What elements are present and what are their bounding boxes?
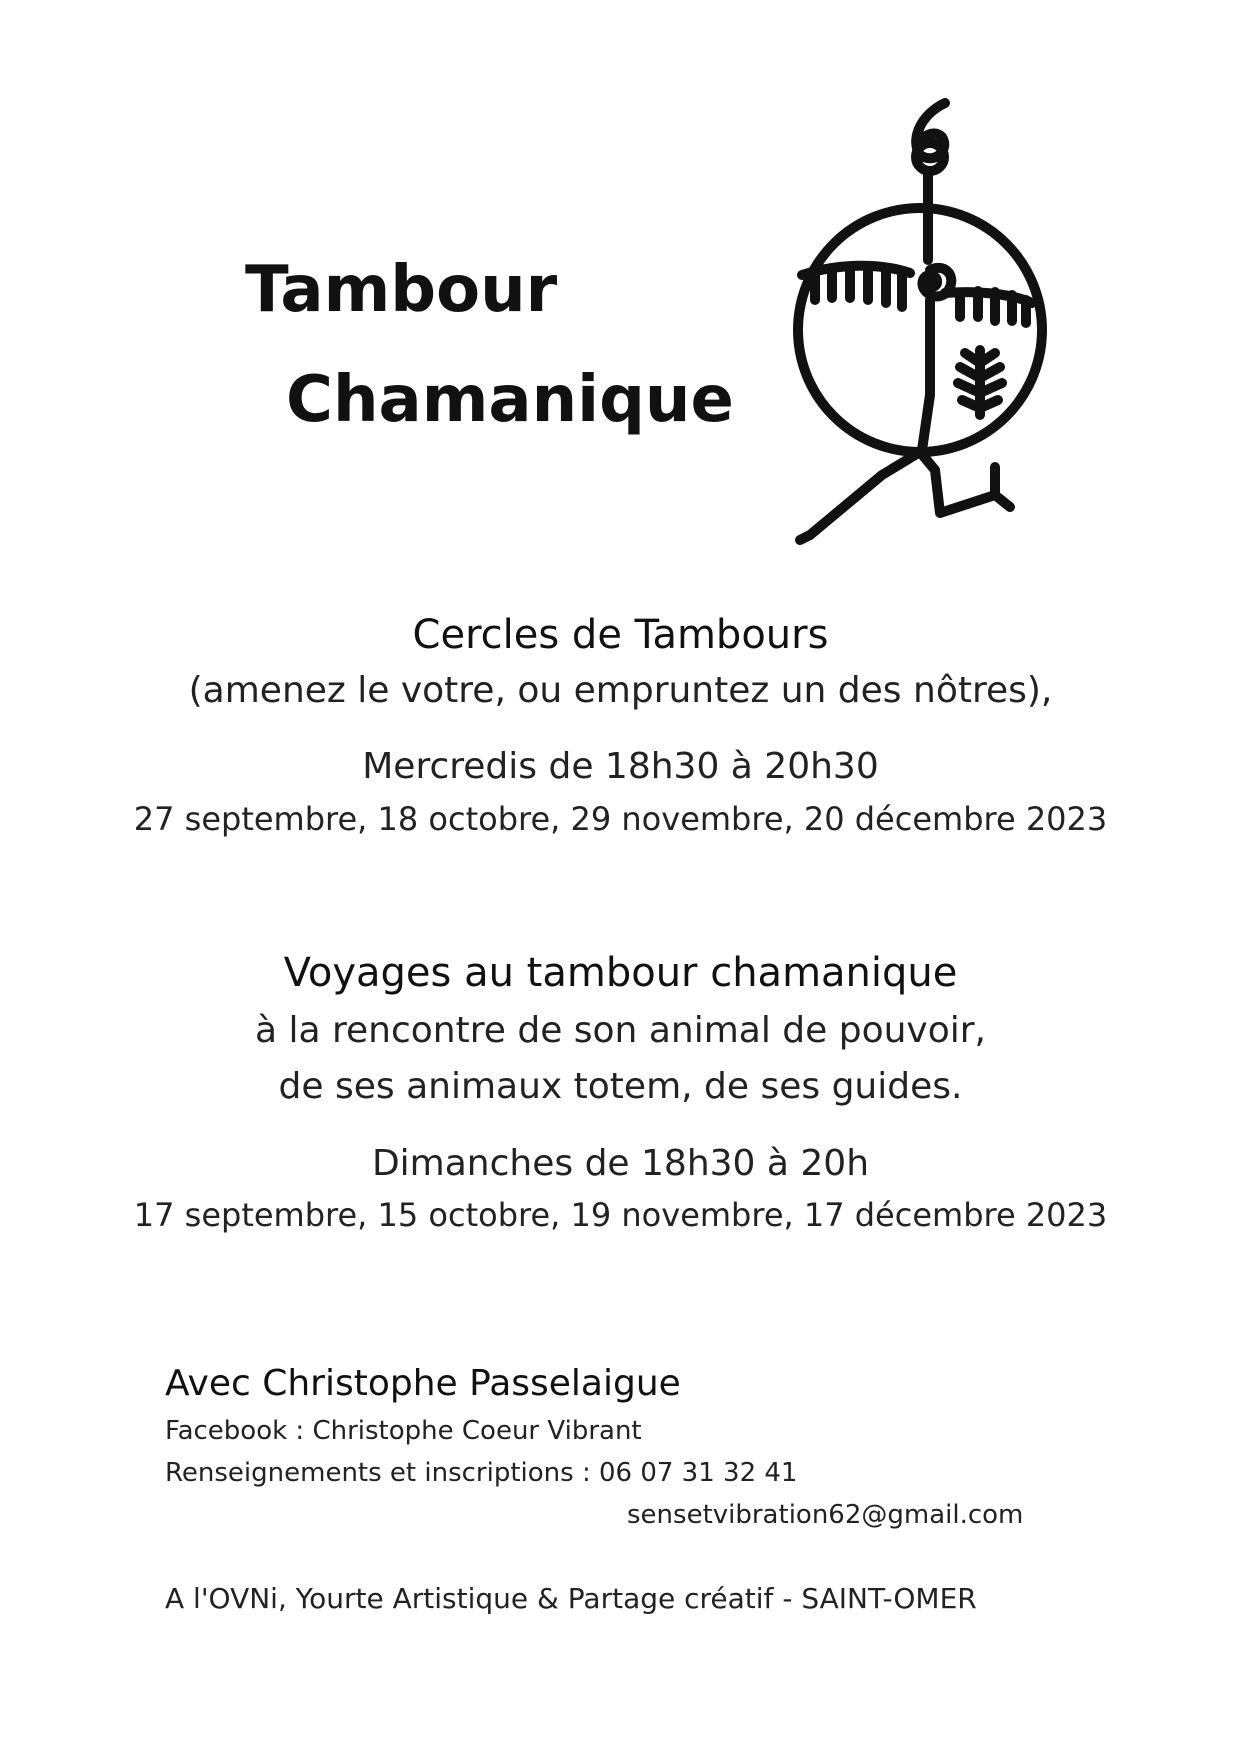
section1-dates: 27 septembre, 18 octobre, 29 novembre, 20 décembre 2023 [133, 800, 1108, 838]
section1-schedule: Mercredis de 18h30 à 20h30 [362, 746, 879, 787]
contact-facebook: Facebook : Christophe Coeur Vibrant [165, 1416, 642, 1446]
page-title-line1: Tambour [245, 253, 558, 327]
footer-location: A l'OVNi, Yourte Artistique & Partage créatif - SAINT-OMER [165, 1582, 977, 1615]
shaman-drum-figure-icon [770, 95, 1050, 555]
section1-heading: Cercles de Tambours [412, 612, 829, 658]
section2-heading: Voyages au tambour chamanique [283, 950, 958, 996]
contact-email[interactable]: sensetvibration62@gmail.com [627, 1500, 1024, 1530]
contact-heading: Avec Christophe Passelaigue [165, 1363, 681, 1404]
section2-subtitle-line2: de ses animaux totem, de ses guides. [278, 1066, 963, 1107]
contact-info: Renseignements et inscriptions : 06 07 31 32 41 [165, 1458, 798, 1488]
page-title-line2: Chamanique [286, 363, 734, 437]
section2-dates: 17 septembre, 15 octobre, 19 novembre, 17 décembre 2023 [133, 1196, 1108, 1234]
section2-schedule: Dimanches de 18h30 à 20h [371, 1143, 870, 1184]
section2-subtitle-line1: à la rencontre de son animal de pouvoir, [255, 1010, 986, 1051]
section1-subtitle: (amenez le votre, ou empruntez un des nôtres), [188, 670, 1053, 711]
